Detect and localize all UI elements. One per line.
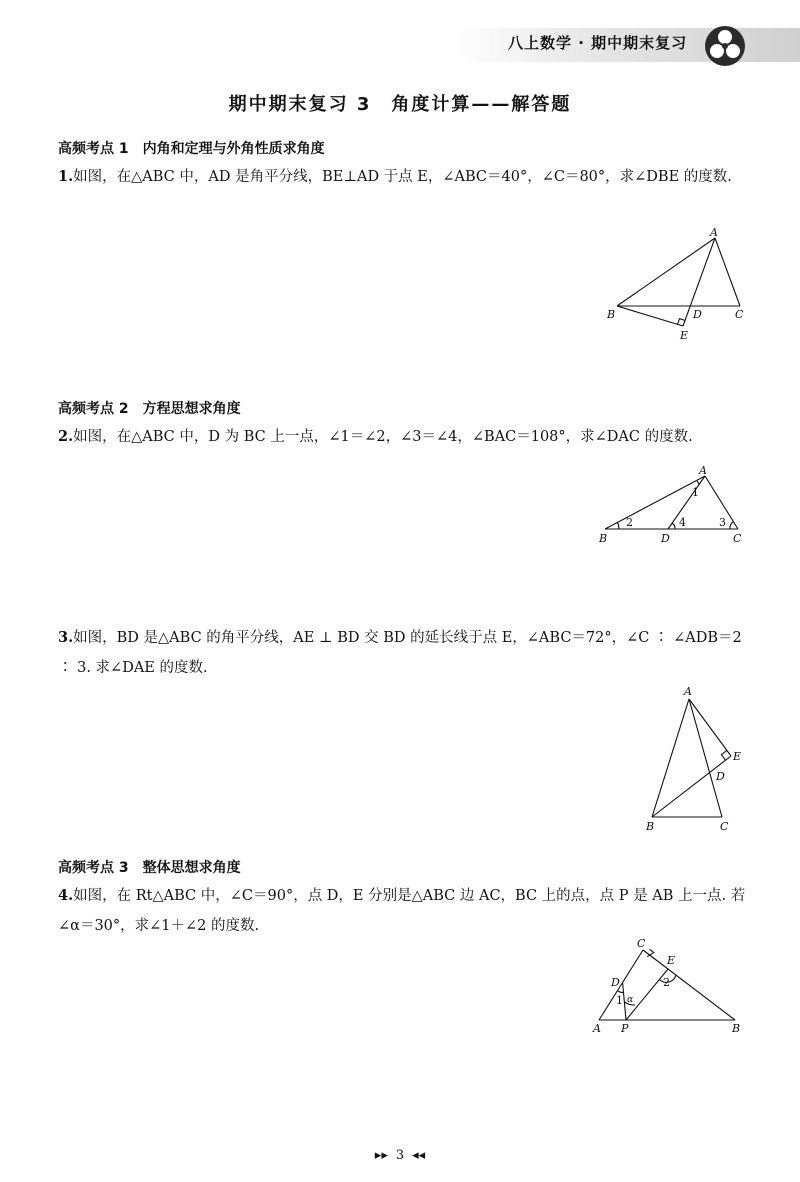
section-text: 整体思想求角度	[142, 860, 241, 876]
page-ornament-left-icon: ▸▸	[374, 1148, 388, 1163]
fig2-segment-ab	[605, 476, 705, 529]
running-header: 八上数学 · 期中期末复习	[508, 34, 688, 52]
fig1-segment-ab	[617, 238, 715, 306]
fig4-label-e: E	[667, 954, 676, 967]
fig1-segment-be	[617, 306, 683, 326]
problem-number: 1.	[58, 168, 74, 185]
fig4-label-p: P	[621, 1022, 629, 1035]
fig1-label-b: B	[607, 308, 616, 321]
fig3-right-angle-mark	[721, 750, 727, 760]
page-number	[0, 1148, 800, 1163]
problem-text: 如图，BD 是△ABC 的角平分线，AE ⊥ BD 交 BD 的延长线于点 E，∠ABC＝72°，∠C ∶ ∠ADB＝2 ∶ 3. 求∠DAE 的度数.	[58, 630, 742, 676]
fig2-angle-2: 2	[626, 516, 633, 529]
fig4-label-d: D	[611, 976, 620, 989]
fig3-label-d: D	[716, 770, 725, 783]
page-number-value: 3	[395, 1148, 405, 1163]
fig2-angle-3: 3	[719, 516, 726, 529]
problem-text: 如图，在 Rt△ABC 中，∠C＝90°，点 D，E 分别是△ABC 边 AC，BC 上的点，点 P 是 AB 上一点. 若∠α＝30°，求∠1＋∠2 的度数.	[58, 888, 746, 934]
fig2-label-a: A	[699, 464, 707, 477]
fig2-arc-2	[617, 522, 619, 529]
fig2-angle-1: 1	[692, 486, 699, 499]
book-logo-icon	[703, 24, 747, 68]
fig3-label-e: E	[733, 750, 742, 763]
fig3-segment-ab	[652, 699, 689, 817]
page-ornament-right-icon: ◂◂	[412, 1148, 426, 1163]
section-text: 内角和定理与外角性质求角度	[142, 141, 325, 157]
figure-3-triangle	[638, 680, 753, 835]
problem-text: 如图，在△ABC 中，AD 是角平分线，BE⊥AD 于点 E，∠ABC＝40°，∠C＝80°，求∠DBE 的度数.	[73, 169, 732, 185]
section-label: 高频考点 2	[58, 401, 129, 417]
problem-number: 3.	[58, 629, 74, 646]
fig3-label-c: C	[720, 820, 729, 833]
fig2-label-d: D	[661, 532, 670, 545]
fig3-segment-ac	[689, 699, 722, 817]
section-label: 高频考点 1	[58, 141, 129, 157]
problem-2	[58, 422, 758, 452]
problem-text: 如图，在△ABC 中，D 为 BC 上一点，∠1＝∠2，∠3＝∠4，∠BAC＝108°，求∠DAC 的度数.	[73, 429, 693, 445]
section-heading-1	[58, 138, 325, 158]
fig1-label-c: C	[735, 308, 744, 321]
fig4-label-a: A	[593, 1022, 601, 1035]
page-title: 期中期末复习 3 角度计算——解答题	[228, 94, 572, 115]
fig1-label-a: A	[710, 226, 718, 239]
fig2-arc-1	[697, 481, 699, 484]
fig2-arc-3	[730, 522, 734, 530]
fig4-angle-alpha: α	[627, 995, 634, 1005]
section-heading-2	[58, 398, 241, 418]
fig4-label-c: C	[637, 938, 646, 950]
fig4-angle-2: 2	[663, 976, 670, 989]
fig2-label-c: C	[733, 532, 742, 545]
section-heading-3	[58, 857, 241, 877]
problem-1	[58, 162, 758, 192]
fig4-arc-1	[617, 991, 623, 993]
figure-4-right-triangle	[587, 938, 752, 1038]
fig4-segment-dp	[623, 983, 626, 1021]
problem-number: 2.	[58, 428, 74, 445]
fig3-label-a: A	[684, 685, 692, 698]
problem-4	[58, 881, 758, 941]
fig3-label-b: B	[646, 820, 655, 833]
fig3-segment-ae	[689, 699, 731, 756]
problem-number: 4.	[58, 887, 74, 904]
fig4-label-b: B	[732, 1022, 741, 1035]
fig4-segment-cb	[643, 950, 735, 1020]
fig2-angle-4: 4	[679, 516, 686, 529]
fig1-label-d: D	[693, 308, 702, 321]
fig1-label-e: E	[680, 329, 689, 342]
figure-2-triangle	[593, 462, 753, 552]
problem-3	[58, 623, 758, 683]
fig2-segment-ad	[668, 476, 705, 529]
fig4-angle-1: 1	[616, 994, 623, 1007]
fig1-segment-ac	[715, 238, 740, 306]
fig4-segment-ac	[599, 950, 643, 1020]
section-text: 方程思想求角度	[142, 401, 241, 417]
section-label: 高频考点 3	[58, 860, 129, 876]
fig2-arc-4	[672, 523, 675, 529]
fig2-label-b: B	[599, 532, 608, 545]
figure-1-triangle	[595, 220, 765, 350]
